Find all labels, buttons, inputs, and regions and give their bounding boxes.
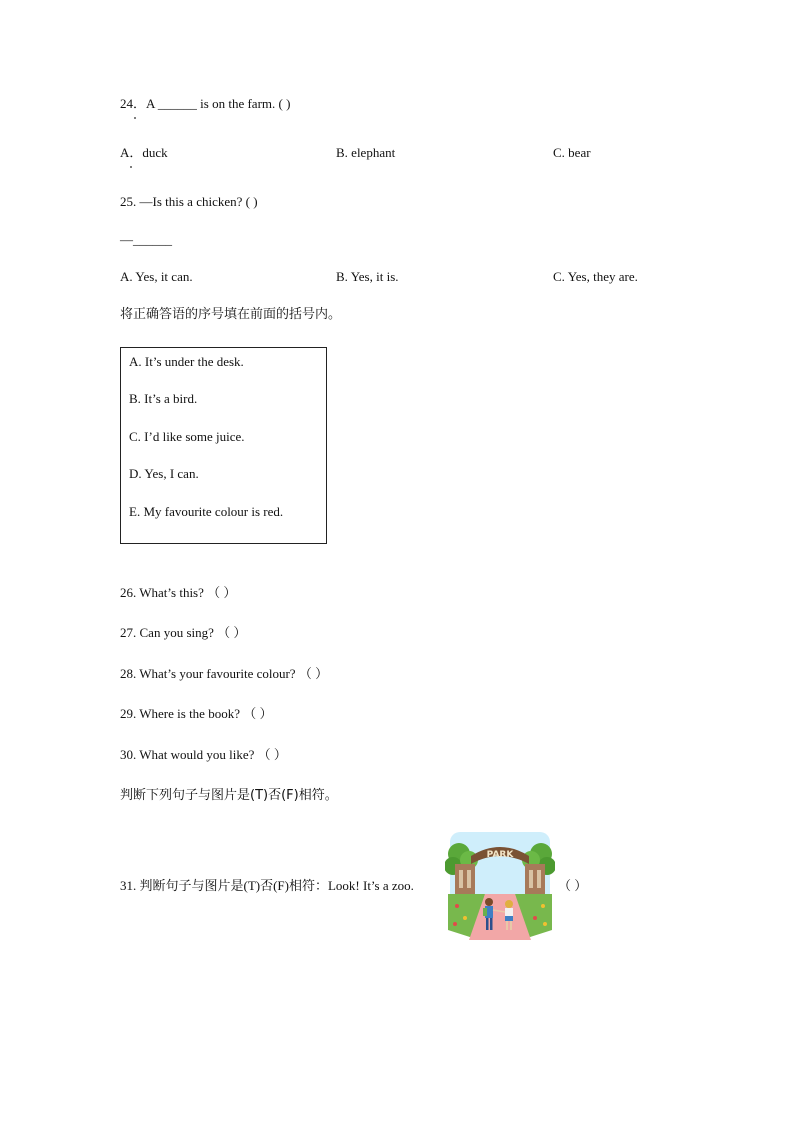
question-28: 28. What’s your favourite colour? （ ）	[120, 666, 329, 681]
question-25-answer-line: —______	[120, 232, 172, 247]
decorative-dot	[130, 166, 132, 168]
answer-choices-box	[120, 347, 327, 544]
question-24-option-b: B. elephant	[336, 145, 396, 160]
answer-choice-d: D. Yes, I can.	[129, 466, 199, 481]
section-tf-instruction: 判断下列句子与图片是(T)否(F)相符。	[120, 788, 338, 803]
question-26: 26. What’s this? （ ）	[120, 585, 237, 600]
answer-choice-a: A. It’s under the desk.	[129, 354, 244, 369]
question-24-stem: 24．A ______ is on the farm. ( )	[120, 96, 291, 111]
question-24-option-c: C. bear	[553, 145, 591, 160]
park-sign-text: PARK	[486, 850, 514, 860]
answer-choice-e: E. My favourite colour is red.	[129, 504, 284, 519]
question-25-option-a: A. Yes, it can.	[120, 269, 193, 284]
question-29: 29. Where is the book? （ ）	[120, 706, 273, 721]
section-match-instruction: 将正确答语的序号填在前面的括号内。	[120, 307, 342, 322]
question-25-stem: 25. —Is this a chicken? ( )	[120, 194, 258, 209]
question-25-option-c: C. Yes, they are.	[553, 269, 638, 284]
answer-choice-c: C. I’d like some juice.	[129, 429, 245, 444]
question-24-option-a: A．duck	[120, 145, 168, 160]
question-25-option-b: B. Yes, it is.	[336, 269, 399, 284]
question-31-bracket: （ ）	[558, 878, 588, 893]
answer-choice-b: B. It’s a bird.	[129, 391, 198, 406]
decorative-dot	[134, 117, 136, 119]
question-31-text: 31. 判断句子与图片是(T)否(F)相符：Look! It’s a zoo.	[120, 878, 414, 893]
park-illustration	[445, 826, 555, 944]
question-30: 30. What would you like? （ ）	[120, 747, 287, 762]
question-27: 27. Can you sing? （ ）	[120, 625, 247, 640]
